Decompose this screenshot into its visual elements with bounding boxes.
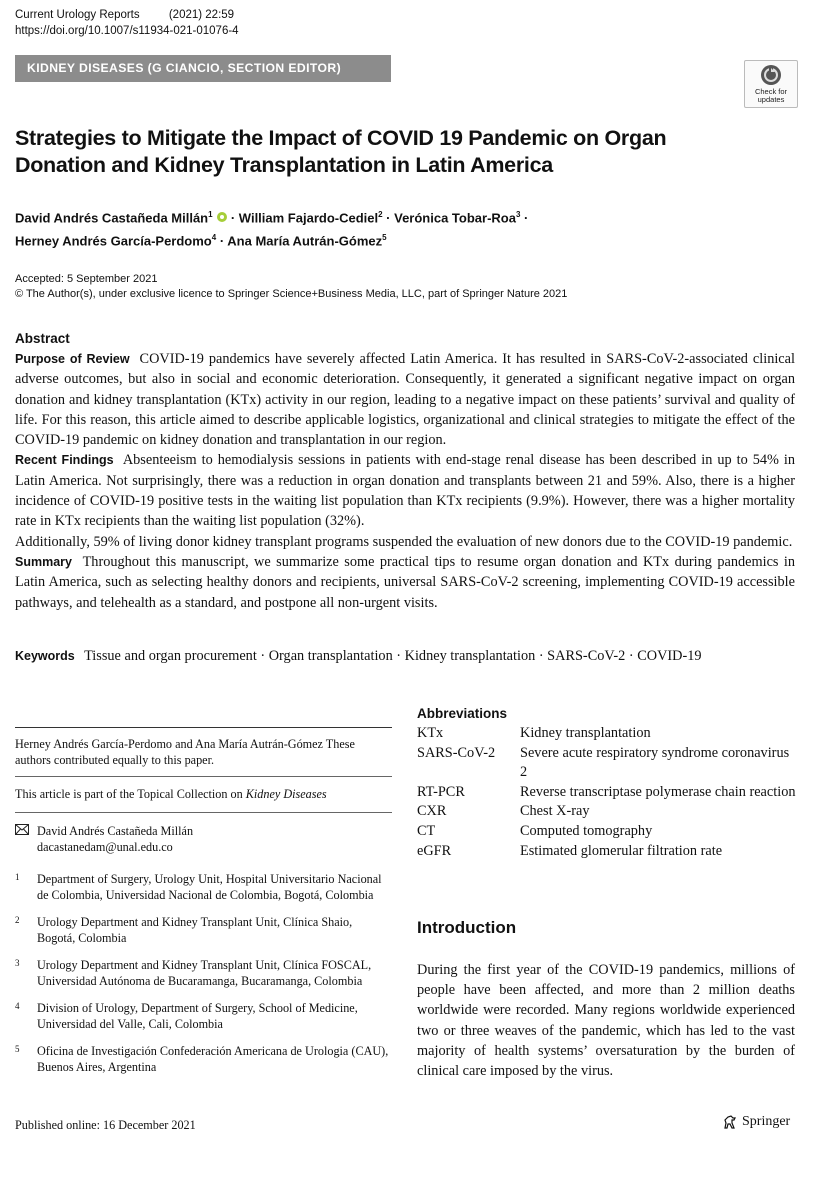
author-affiliation-sup: 2 [378,210,383,219]
purpose-text: COVID-19 pandemics have severely affected Latin America. It has resulted in SARS-CoV-2-associated clinical adverse outcomes, but also in social and economic deterioration. Consequently, it generated a significant negative impact on organ donation and kidney transplantation (KTx) activity in our region, leading to a negative impact on these patients’ survival and quality of life. For this reason, this article aimed to describe applicable logistics, organizational and clinical strategies to mitigate the effect of the COVID-19 pandemic on kidney donation and transplantation in our region. [15,351,795,449]
accepted-date: Accepted: 5 September 2021 [15,273,158,285]
doi-link[interactable]: https://doi.org/10.1007/s11934-021-01076-4 [15,25,239,37]
abbreviation-definition: Severe acute respiratory syndrome coronavirus 2 [520,744,790,781]
author-name[interactable]: Ana María Autrán-Gómez [227,233,383,249]
contact-email[interactable]: dacastanedam@unal.edu.co [37,840,173,854]
orcid-icon[interactable] [217,212,227,222]
author-name[interactable]: David Andrés Castañeda Millán [15,210,209,226]
author-line-1 [15,205,715,228]
affiliation-number: 1 [15,872,20,882]
author-affiliation-sup: 5 [382,233,387,243]
corresponding-author [15,823,392,855]
copyright-line: © The Author(s), under exclusive licence to Springer Science+Business Media, LLC, part of Springer Nature 2021 [15,288,568,300]
keywords-label: Keywords [15,649,75,663]
abbreviation-term: eGFR [417,842,452,859]
abbreviation-definition: Kidney transplantation [520,725,651,741]
abbreviation-definition: Chest X-ray [520,803,590,820]
author-name[interactable]: Verónica Tobar-Roa [394,210,516,226]
topical-collection-note [15,777,392,812]
abbreviation-term: RT-PCR [417,783,465,800]
check-updates-line1: Check for [754,87,788,96]
journal-name: Current Urology Reports [15,9,140,21]
springer-logo[interactable] [722,1114,790,1130]
section-banner: KIDNEY DISEASES (G CIANCIO, SECTION EDITOR) [15,55,391,82]
footnote-divider [15,812,392,813]
abbreviations-table [417,724,797,861]
affiliation-item [15,1000,392,1032]
article-dates [15,272,567,302]
abbreviation-row [417,802,797,822]
author-separator: · [230,210,239,226]
abbreviation-row [417,842,797,862]
affiliation-number: 4 [15,1001,20,1011]
affiliation-item [15,914,392,946]
abbreviation-row [417,724,797,744]
check-for-updates-button[interactable] [744,60,798,108]
abbreviation-definition: Estimated glomerular filtration rate [520,842,723,859]
author-name[interactable]: Herney Andrés García-Perdomo [15,233,212,249]
abbreviation-term: CT [417,822,436,839]
equal-contribution-note: Herney Andrés García-Perdomo and Ana María Autrán-Gómez These authors contributed equally to this paper. [15,737,355,767]
author-list [15,205,715,252]
abstract-heading: Abstract [15,331,70,346]
abbreviation-row [417,822,797,842]
summary-text: Throughout this manuscript, we summarize some practical tips to resume organ donation and KTx during pandemics in Latin America, such as selecting healthy donors and recipients, universal SARS-CoV-2 screening, implementing COVID-19 accessible pathways, and telehealth as a standard, and postpone all non-urgent visits. [15,553,796,611]
author-affiliation-sup: 3 [515,210,521,219]
affiliation-number: 3 [15,958,20,968]
abstract-summary [15,552,795,613]
affiliation-item [15,957,392,989]
collection-name[interactable]: Kidney Diseases [245,787,327,801]
contact-name: David Andrés Castañeda Millán [37,824,194,838]
author-name[interactable]: William Fajardo-Cediel [238,210,379,226]
introduction-heading: Introduction [417,918,517,937]
summary-label: Summary [15,554,72,569]
footnotes-column [15,727,392,1075]
abbreviation-term: SARS-CoV-2 [417,744,496,761]
journal-year-issue: (2021) 22:59 [168,9,235,21]
findings-text: Absenteeism to hemodialysis sessions in patients with end-stage renal disease has been described in up to 54% in Latin America. Not surprisingly, there was a reduction in organ donation and transplants between 21 and 59%. Also, there is a higher incidence of COVID-19 positive tests in the waiting list population than KTx recipients (9.9%). However, there was a higher mortality rate in KTx recipients than the waiting list population (32%). [15,452,795,530]
check-updates-icon [760,64,782,86]
affiliation-number: 2 [15,915,20,925]
affiliation-item [15,1043,392,1075]
affiliation-text: Department of Surgery, Urology Unit, Hospital Universitario Nacional de Colombia, Universidad Nacional de Colombia, Bogotá, Colombia [37,872,382,902]
affiliation-text: Urology Department and Kidney Transplant Unit, Clínica FOSCAL, Universidad Autónoma de Bucaramanga, Bucaramanga, Colombia [37,958,372,988]
publisher-name: Springer [742,1114,791,1129]
author-separator: · [382,210,395,226]
published-online-date: Published online: 16 December 2021 [15,1118,196,1132]
check-updates-line2: updates [757,95,785,104]
title-line-1: Strategies to Mitigate the Impact of COVID 19 Pandemic on Organ [15,126,667,150]
abbreviation-definition: Reverse transcriptase polymerase chain reaction [520,783,796,800]
author-separator: · [216,233,228,249]
abbreviation-row [417,783,797,803]
affiliation-text: Oficina de Investigación Confederación Americana de Urologia (CAU), Buenos Aires, Argentina [37,1044,389,1074]
article-title [15,125,735,179]
author-line-2 [15,228,715,251]
abstract-findings [15,450,795,531]
abstract-body [15,349,795,613]
affiliation-text: Urology Department and Kidney Transplant Unit, Clínica Shaio, Bogotá, Colombia [37,915,353,945]
purpose-label: Purpose of Review [15,352,130,366]
title-line-2: Donation and Kidney Transplantation in Latin America [15,153,553,177]
abbreviation-row [417,744,797,783]
author-affiliation-sup: 4 [211,233,217,243]
author-separator: · [520,210,529,226]
abbreviation-term: CXR [417,803,447,820]
keywords-text: Tissue and organ procurement · Organ transplantation · Kidney transplantation · SARS-CoV-2 · COVID-19 [84,648,702,664]
abstract-findings-2: Additionally, 59% of living donor kidney transplant programs suspended the evaluation of new donors due to the COVID-19 pandemic. [15,533,793,550]
introduction-text: During the first year of the COVID-19 pandemics, millions of people have been affected, and more than 2 million deaths worldwide were recorded. Many regions worldwide experienced two or three weaves of the pandemic, which has led to the vast majority of health systems’ oversaturation by the burden of clinical care imposed by the virus. [417,962,795,1080]
collection-prefix: This article is part of the Topical Collection on [15,787,246,801]
affiliation-item [15,871,392,903]
keywords [15,646,795,666]
springer-horse-icon [722,1114,738,1130]
abbreviation-term: KTx [417,725,444,741]
affiliation-text: Division of Urology, Department of Surgery, School of Medicine, Universidad del Valle, Cali, Colombia [37,1001,358,1031]
abbreviations-heading: Abbreviations [417,706,508,721]
findings-label: Recent Findings [15,453,114,468]
affiliation-number: 5 [15,1044,20,1054]
journal-header [15,9,234,21]
abbreviation-definition: Computed tomography [520,822,653,839]
author-affiliation-sup: 1 [208,210,213,219]
abstract-purpose [15,349,795,450]
envelope-icon [15,823,37,855]
